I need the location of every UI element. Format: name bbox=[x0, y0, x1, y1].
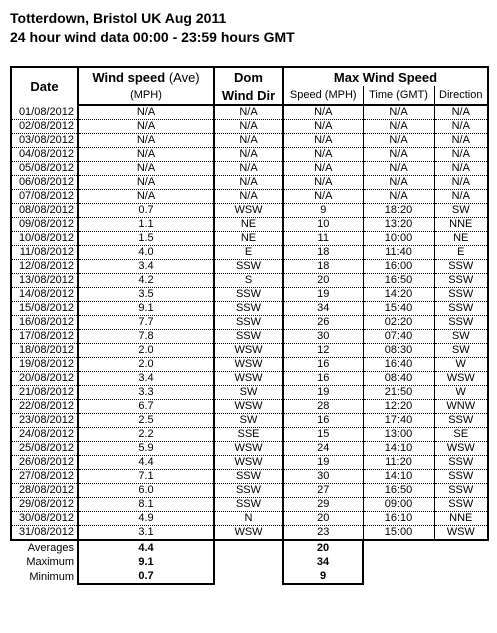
max-direction-cell: N/A bbox=[434, 162, 488, 176]
max-time-cell: 02:20 bbox=[363, 316, 434, 330]
dom-wind-dir-cell: SSE bbox=[214, 428, 283, 442]
header-wind-speed-label: Wind speed bbox=[92, 69, 166, 85]
max-time-cell: N/A bbox=[363, 120, 434, 134]
header-mph: (MPH) bbox=[78, 86, 214, 105]
wind-speed-cell: 1.1 bbox=[78, 218, 214, 232]
max-time-cell: 14:10 bbox=[363, 442, 434, 456]
wind-speed-cell: 1.5 bbox=[78, 232, 214, 246]
max-direction-cell: N/A bbox=[434, 105, 488, 120]
summary-empty-cell bbox=[363, 569, 434, 584]
date-cell: 17/08/2012 bbox=[11, 330, 78, 344]
summary-wind-speed: 9.1 bbox=[78, 555, 214, 569]
wind-speed-cell: 2.2 bbox=[78, 428, 214, 442]
max-direction-cell: W bbox=[434, 358, 488, 372]
wind-speed-cell: 8.1 bbox=[78, 498, 214, 512]
max-speed-cell: 30 bbox=[283, 330, 363, 344]
summary-row bbox=[11, 540, 488, 555]
header-date: Date bbox=[11, 67, 78, 105]
wind-speed-cell: 4.9 bbox=[78, 512, 214, 526]
dom-wind-dir-cell: N/A bbox=[214, 148, 283, 162]
table-row bbox=[11, 428, 488, 442]
max-speed-cell: 15 bbox=[283, 428, 363, 442]
table-row bbox=[11, 176, 488, 190]
max-time-cell: 12:20 bbox=[363, 400, 434, 414]
max-speed-cell: 26 bbox=[283, 316, 363, 330]
summary-wind-speed: 0.7 bbox=[78, 569, 214, 584]
date-cell: 02/08/2012 bbox=[11, 120, 78, 134]
max-speed-cell: 18 bbox=[283, 246, 363, 260]
date-cell: 21/08/2012 bbox=[11, 386, 78, 400]
page-title: Totterdown, Bristol UK Aug 2011 bbox=[10, 10, 227, 26]
max-speed-cell: 9 bbox=[283, 204, 363, 218]
header-ave-label: (Ave) bbox=[168, 69, 200, 85]
summary-empty-cell bbox=[363, 540, 434, 555]
date-cell: 04/08/2012 bbox=[11, 148, 78, 162]
wind-speed-cell: 6.7 bbox=[78, 400, 214, 414]
dom-wind-dir-cell: SW bbox=[214, 414, 283, 428]
header-wind-speed bbox=[78, 67, 214, 86]
date-cell: 07/08/2012 bbox=[11, 190, 78, 204]
table-row bbox=[11, 105, 488, 120]
date-cell: 15/08/2012 bbox=[11, 302, 78, 316]
dom-wind-dir-cell: N/A bbox=[214, 134, 283, 148]
date-cell: 22/08/2012 bbox=[11, 400, 78, 414]
dom-wind-dir-cell: N bbox=[214, 512, 283, 526]
date-cell: 03/08/2012 bbox=[11, 134, 78, 148]
date-cell: 30/08/2012 bbox=[11, 512, 78, 526]
dom-wind-dir-cell: SSW bbox=[214, 316, 283, 330]
max-speed-cell: 20 bbox=[283, 274, 363, 288]
max-time-cell: 16:10 bbox=[363, 512, 434, 526]
max-direction-cell: SSW bbox=[434, 288, 488, 302]
wind-speed-cell: N/A bbox=[78, 176, 214, 190]
dom-wind-dir-cell: NE bbox=[214, 232, 283, 246]
date-cell: 12/08/2012 bbox=[11, 260, 78, 274]
max-time-cell: 07:40 bbox=[363, 330, 434, 344]
summary-row bbox=[11, 569, 488, 584]
dom-wind-dir-cell: SSW bbox=[214, 302, 283, 316]
wind-speed-cell: 6.0 bbox=[78, 484, 214, 498]
max-direction-cell: SW bbox=[434, 344, 488, 358]
max-direction-cell: NE bbox=[434, 232, 488, 246]
summary-empty-cell bbox=[434, 569, 488, 584]
max-speed-cell: N/A bbox=[283, 120, 363, 134]
summary-max-speed: 34 bbox=[283, 555, 363, 569]
dom-wind-dir-cell: NE bbox=[214, 218, 283, 232]
max-speed-cell: 34 bbox=[283, 302, 363, 316]
max-speed-cell: N/A bbox=[283, 148, 363, 162]
table-row bbox=[11, 456, 488, 470]
wind-speed-cell: 7.7 bbox=[78, 316, 214, 330]
max-time-cell: 17:40 bbox=[363, 414, 434, 428]
wind-speed-cell: 2.5 bbox=[78, 414, 214, 428]
max-direction-cell: WSW bbox=[434, 442, 488, 456]
wind-speed-cell: 7.8 bbox=[78, 330, 214, 344]
summary-row bbox=[11, 555, 488, 569]
table-row bbox=[11, 162, 488, 176]
dom-wind-dir-cell: SSW bbox=[214, 288, 283, 302]
dom-wind-dir-cell: WSW bbox=[214, 526, 283, 541]
max-time-cell: 14:10 bbox=[363, 470, 434, 484]
table-row bbox=[11, 344, 488, 358]
table-row bbox=[11, 260, 488, 274]
dom-wind-dir-cell: N/A bbox=[214, 120, 283, 134]
max-direction-cell: SSW bbox=[434, 456, 488, 470]
table-row bbox=[11, 358, 488, 372]
max-speed-cell: 10 bbox=[283, 218, 363, 232]
table-row bbox=[11, 330, 488, 344]
table-row bbox=[11, 526, 488, 541]
table-row bbox=[11, 442, 488, 456]
max-direction-cell: E bbox=[434, 246, 488, 260]
date-cell: 20/08/2012 bbox=[11, 372, 78, 386]
table-row bbox=[11, 218, 488, 232]
dom-wind-dir-cell: SW bbox=[214, 386, 283, 400]
header-row-1 bbox=[11, 67, 488, 86]
max-time-cell: 16:40 bbox=[363, 358, 434, 372]
max-speed-cell: 20 bbox=[283, 512, 363, 526]
summary-empty-cell bbox=[214, 540, 283, 555]
max-direction-cell: WSW bbox=[434, 526, 488, 541]
max-time-cell: N/A bbox=[363, 105, 434, 120]
max-direction-cell: N/A bbox=[434, 176, 488, 190]
wind-speed-cell: 9.1 bbox=[78, 302, 214, 316]
header-time-gmt: Time (GMT) bbox=[363, 86, 434, 105]
max-speed-cell: 18 bbox=[283, 260, 363, 274]
wind-speed-cell: 3.1 bbox=[78, 526, 214, 541]
table-row bbox=[11, 498, 488, 512]
dom-wind-dir-cell: WSW bbox=[214, 400, 283, 414]
date-cell: 23/08/2012 bbox=[11, 414, 78, 428]
max-speed-cell: 16 bbox=[283, 358, 363, 372]
max-time-cell: N/A bbox=[363, 162, 434, 176]
summary-empty-cell bbox=[434, 540, 488, 555]
table-row bbox=[11, 204, 488, 218]
date-cell: 31/08/2012 bbox=[11, 526, 78, 541]
summary-max-speed: 20 bbox=[283, 540, 363, 555]
wind-speed-cell: N/A bbox=[78, 190, 214, 204]
table-row bbox=[11, 120, 488, 134]
dom-wind-dir-cell: WSW bbox=[214, 358, 283, 372]
wind-speed-cell: 7.1 bbox=[78, 470, 214, 484]
date-cell: 06/08/2012 bbox=[11, 176, 78, 190]
dom-wind-dir-cell: SSW bbox=[214, 470, 283, 484]
table-row bbox=[11, 190, 488, 204]
date-cell: 14/08/2012 bbox=[11, 288, 78, 302]
header-dom: Dom bbox=[214, 67, 283, 86]
max-time-cell: 16:50 bbox=[363, 274, 434, 288]
dom-wind-dir-cell: N/A bbox=[214, 176, 283, 190]
max-time-cell: 11:20 bbox=[363, 456, 434, 470]
table-row bbox=[11, 316, 488, 330]
wind-speed-cell: 4.2 bbox=[78, 274, 214, 288]
wind-speed-cell: N/A bbox=[78, 162, 214, 176]
max-time-cell: N/A bbox=[363, 190, 434, 204]
max-speed-cell: 28 bbox=[283, 400, 363, 414]
date-cell: 09/08/2012 bbox=[11, 218, 78, 232]
max-speed-cell: N/A bbox=[283, 190, 363, 204]
date-cell: 13/08/2012 bbox=[11, 274, 78, 288]
max-speed-cell: 16 bbox=[283, 414, 363, 428]
max-speed-cell: 19 bbox=[283, 288, 363, 302]
date-cell: 24/08/2012 bbox=[11, 428, 78, 442]
table-row bbox=[11, 274, 488, 288]
header-direction: Direction bbox=[434, 86, 488, 105]
dom-wind-dir-cell: N/A bbox=[214, 105, 283, 120]
summary-label: Averages bbox=[27, 542, 74, 554]
dom-wind-dir-cell: SSW bbox=[214, 330, 283, 344]
max-speed-cell: 23 bbox=[283, 526, 363, 541]
max-time-cell: 10:00 bbox=[363, 232, 434, 246]
summary-label: Maximum bbox=[26, 556, 74, 568]
max-direction-cell: SSW bbox=[434, 302, 488, 316]
date-cell: 01/08/2012 bbox=[11, 105, 78, 120]
table-row bbox=[11, 246, 488, 260]
max-speed-cell: 12 bbox=[283, 344, 363, 358]
max-time-cell: 08:30 bbox=[363, 344, 434, 358]
dom-wind-dir-cell: SSW bbox=[214, 498, 283, 512]
date-cell: 16/08/2012 bbox=[11, 316, 78, 330]
summary-wind-speed: 4.4 bbox=[78, 540, 214, 555]
date-cell: 27/08/2012 bbox=[11, 470, 78, 484]
max-speed-cell: 11 bbox=[283, 232, 363, 246]
summary-empty-cell bbox=[434, 555, 488, 569]
page-subtitle: 24 hour wind data 00:00 - 23:59 hours GMT bbox=[10, 29, 295, 45]
summary-max-speed: 9 bbox=[283, 569, 363, 584]
max-direction-cell: SSW bbox=[434, 484, 488, 498]
max-time-cell: 15:40 bbox=[363, 302, 434, 316]
date-cell: 10/08/2012 bbox=[11, 232, 78, 246]
date-cell: 19/08/2012 bbox=[11, 358, 78, 372]
dom-wind-dir-cell: SSW bbox=[214, 484, 283, 498]
dom-wind-dir-cell: WSW bbox=[214, 344, 283, 358]
table-row bbox=[11, 414, 488, 428]
table-row bbox=[11, 232, 488, 246]
max-direction-cell: SE bbox=[434, 428, 488, 442]
wind-speed-cell: 0.7 bbox=[78, 204, 214, 218]
max-direction-cell: SW bbox=[434, 330, 488, 344]
max-time-cell: 13:20 bbox=[363, 218, 434, 232]
max-direction-cell: N/A bbox=[434, 134, 488, 148]
max-direction-cell: N/A bbox=[434, 148, 488, 162]
wind-speed-cell: 3.4 bbox=[78, 260, 214, 274]
max-direction-cell: NNE bbox=[434, 512, 488, 526]
max-speed-cell: 16 bbox=[283, 372, 363, 386]
date-cell: 29/08/2012 bbox=[11, 498, 78, 512]
dom-wind-dir-cell: N/A bbox=[214, 190, 283, 204]
max-speed-cell: 19 bbox=[283, 386, 363, 400]
max-time-cell: 15:00 bbox=[363, 526, 434, 541]
dom-wind-dir-cell: N/A bbox=[214, 162, 283, 176]
max-time-cell: N/A bbox=[363, 148, 434, 162]
date-cell: 26/08/2012 bbox=[11, 456, 78, 470]
header-max-wind-speed: Max Wind Speed bbox=[283, 67, 488, 86]
summary-empty-cell bbox=[363, 555, 434, 569]
max-speed-cell: 19 bbox=[283, 456, 363, 470]
header-row-2 bbox=[11, 86, 488, 105]
wind-data-table bbox=[10, 66, 489, 585]
max-speed-cell: N/A bbox=[283, 134, 363, 148]
max-time-cell: 16:50 bbox=[363, 484, 434, 498]
summary-label: Minimum bbox=[29, 570, 74, 583]
table-row bbox=[11, 134, 488, 148]
date-cell: 08/08/2012 bbox=[11, 204, 78, 218]
max-direction-cell: N/A bbox=[434, 190, 488, 204]
dom-wind-dir-cell: WSW bbox=[214, 204, 283, 218]
max-time-cell: N/A bbox=[363, 134, 434, 148]
max-direction-cell: SSW bbox=[434, 260, 488, 274]
header-speed-mph: Speed (MPH) bbox=[283, 86, 363, 105]
wind-table-body bbox=[11, 67, 488, 584]
dom-wind-dir-cell: WSW bbox=[214, 372, 283, 386]
table-row bbox=[11, 400, 488, 414]
wind-speed-cell: 3.5 bbox=[78, 288, 214, 302]
max-time-cell: 21:50 bbox=[363, 386, 434, 400]
max-direction-cell: WNW bbox=[434, 400, 488, 414]
table-row bbox=[11, 372, 488, 386]
wind-speed-cell: 3.3 bbox=[78, 386, 214, 400]
max-time-cell: N/A bbox=[363, 176, 434, 190]
date-cell: 05/08/2012 bbox=[11, 162, 78, 176]
dom-wind-dir-cell: E bbox=[214, 246, 283, 260]
wind-speed-cell: 2.0 bbox=[78, 358, 214, 372]
table-row bbox=[11, 484, 488, 498]
max-time-cell: 08:40 bbox=[363, 372, 434, 386]
dom-wind-dir-cell: SSW bbox=[214, 260, 283, 274]
summary-empty-cell bbox=[214, 555, 283, 569]
wind-speed-cell: 3.4 bbox=[78, 372, 214, 386]
max-direction-cell: SSW bbox=[434, 414, 488, 428]
table-row bbox=[11, 470, 488, 484]
wind-speed-cell: 4.4 bbox=[78, 456, 214, 470]
summary-empty-cell bbox=[214, 569, 283, 584]
date-cell: 18/08/2012 bbox=[11, 344, 78, 358]
date-cell: 25/08/2012 bbox=[11, 442, 78, 456]
table-row bbox=[11, 386, 488, 400]
wind-speed-cell: 4.0 bbox=[78, 246, 214, 260]
dom-wind-dir-cell: WSW bbox=[214, 456, 283, 470]
dom-wind-dir-cell: S bbox=[214, 274, 283, 288]
max-direction-cell: W bbox=[434, 386, 488, 400]
max-speed-cell: N/A bbox=[283, 162, 363, 176]
max-time-cell: 18:20 bbox=[363, 204, 434, 218]
date-cell: 11/08/2012 bbox=[11, 246, 78, 260]
max-direction-cell: NNE bbox=[434, 218, 488, 232]
dom-wind-dir-cell: WSW bbox=[214, 442, 283, 456]
max-time-cell: 09:00 bbox=[363, 498, 434, 512]
wind-speed-cell: N/A bbox=[78, 134, 214, 148]
date-cell: 28/08/2012 bbox=[11, 484, 78, 498]
max-direction-cell: SSW bbox=[434, 470, 488, 484]
max-speed-cell: N/A bbox=[283, 105, 363, 120]
table-row bbox=[11, 148, 488, 162]
table-row bbox=[11, 302, 488, 316]
wind-speed-cell: N/A bbox=[78, 120, 214, 134]
max-speed-cell: N/A bbox=[283, 176, 363, 190]
max-time-cell: 16:00 bbox=[363, 260, 434, 274]
max-speed-cell: 29 bbox=[283, 498, 363, 512]
table-row bbox=[11, 512, 488, 526]
max-speed-cell: 27 bbox=[283, 484, 363, 498]
max-direction-cell: SSW bbox=[434, 316, 488, 330]
max-direction-cell: WSW bbox=[434, 372, 488, 386]
wind-speed-cell: 5.9 bbox=[78, 442, 214, 456]
max-time-cell: 14:20 bbox=[363, 288, 434, 302]
max-direction-cell: SSW bbox=[434, 498, 488, 512]
max-direction-cell: N/A bbox=[434, 120, 488, 134]
header-wind-dir: Wind Dir bbox=[214, 86, 283, 105]
wind-speed-cell: N/A bbox=[78, 105, 214, 120]
table-row bbox=[11, 288, 488, 302]
max-direction-cell: SW bbox=[434, 204, 488, 218]
wind-speed-cell: 2.0 bbox=[78, 344, 214, 358]
max-time-cell: 11:40 bbox=[363, 246, 434, 260]
max-direction-cell: SSW bbox=[434, 274, 488, 288]
wind-speed-cell: N/A bbox=[78, 148, 214, 162]
max-speed-cell: 24 bbox=[283, 442, 363, 456]
max-time-cell: 13:00 bbox=[363, 428, 434, 442]
max-speed-cell: 30 bbox=[283, 470, 363, 484]
